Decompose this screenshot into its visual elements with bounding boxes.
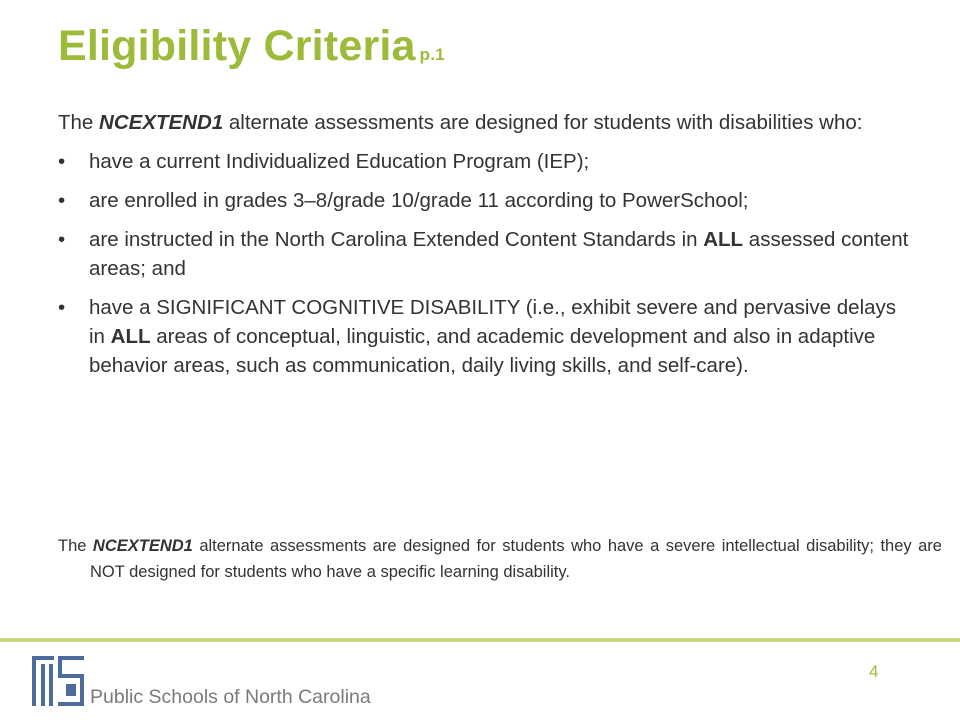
criteria-item-emphasis: ALL <box>110 325 151 348</box>
criteria-item-text: have a SIGNIFICANT COGNITIVE DISABILITY (i.e., exhibit severe and pervasive delays in <box>89 296 897 348</box>
note-program-name: NCEXTEND1 <box>92 537 193 555</box>
criteria-item-grades <box>58 186 916 215</box>
dpi-logo-icon <box>28 652 88 714</box>
criteria-item-standards <box>58 225 916 283</box>
logo-bar <box>32 656 36 706</box>
logo-bar <box>80 674 84 706</box>
bullet-icon: • <box>58 150 66 173</box>
bullet-icon: • <box>58 228 66 251</box>
logo-bar <box>49 664 53 706</box>
criteria-item-cognitive-disability <box>58 293 916 380</box>
criteria-item-emphasis: ALL <box>703 228 744 251</box>
logo-bar <box>58 702 84 706</box>
criteria-item-text: are enrolled in grades 3–8/grade 10/grade 11 according to PowerSchool; <box>89 189 749 212</box>
slide-title <box>58 22 445 71</box>
note-paragraph <box>58 533 942 585</box>
criteria-item-text-end: assessed content areas; and <box>89 228 909 280</box>
criteria-item-text-end: areas of conceptual, linguistic, and academic development and also in adaptive behavior areas, such as communication, daily living skills, and self-care). <box>89 325 876 377</box>
slide-title-page-suffix: p.1 <box>419 45 445 64</box>
intro-paragraph <box>58 108 916 137</box>
intro-program-name: NCEXTEND1 <box>99 111 224 134</box>
logo-block <box>66 684 76 696</box>
bullet-icon: • <box>58 296 66 319</box>
slide-body <box>58 108 916 390</box>
criteria-item-iep <box>58 147 916 176</box>
logo-bar <box>41 664 45 706</box>
note-rest: alternate assessments are designed for students who have a severe intellectual disability; they are NOT designed for students who have a specific learning disability. <box>90 537 942 581</box>
criteria-item-text: have a current Individualized Education Program (IEP); <box>89 150 590 173</box>
note-prefix: The <box>58 537 93 555</box>
intro-prefix: The <box>58 111 100 134</box>
organization-name: Public Schools of North Carolina <box>90 686 371 708</box>
criteria-item-text: are instructed in the North Carolina Extended Content Standards in <box>89 228 704 251</box>
page-number: 4 <box>869 662 879 681</box>
intro-rest: alternate assessments are designed for students with disabilities who: <box>223 111 863 134</box>
bullet-icon: • <box>58 189 66 212</box>
criteria-list <box>58 147 916 380</box>
footer-divider <box>0 638 960 642</box>
slide-title-text: Eligibility Criteria <box>58 22 416 70</box>
